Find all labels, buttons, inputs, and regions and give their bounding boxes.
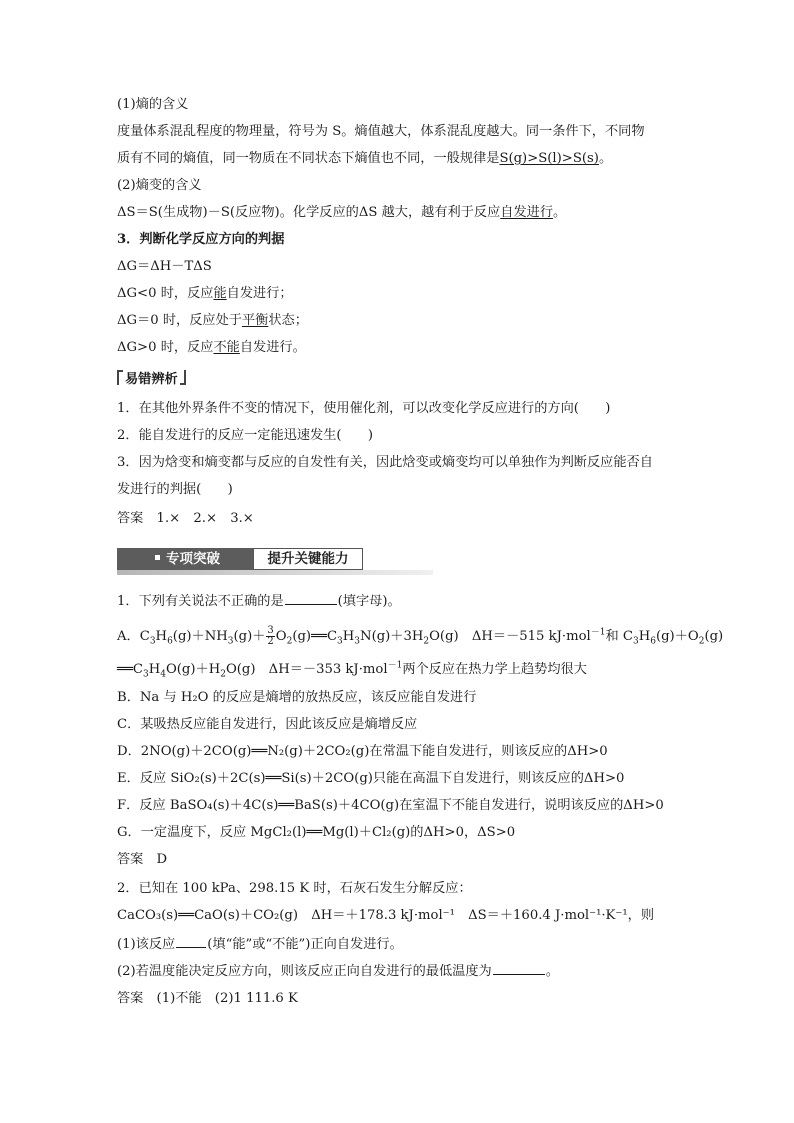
problem2-q2-text: (2)若温度能决定反应方向，则该反应正向自发进行的最低温度为 (117, 964, 492, 979)
gibbs-zero-answer: 平衡 (241, 313, 269, 328)
problem1-answer-blank (285, 591, 337, 605)
option-a-dh2: ΔH＝－353 kJ·mol (268, 662, 388, 677)
entropy-change-title: (2)熵变的含义 (117, 178, 202, 193)
banner-left-text: 专项突破 (166, 551, 220, 567)
bracket-right-icon (180, 370, 186, 385)
fraction-three-halves: $\frac{3}{2}$ (267, 625, 274, 647)
entropy-change-end: 。 (553, 205, 567, 220)
problem1-option-g: G．一定温度下，反应 MgCl₂(l)══Mg(l)＋Cl₂(g)的ΔH>0，ΔS>0 (117, 825, 516, 840)
problem1-option-f (117, 797, 664, 815)
problem2-equation: CaCO₃(s)══CaO(s)＋CO₂(g) ΔH＝＋178.3 kJ·mol⁻¹ ΔS＝＋160.4 J·mol⁻¹·K⁻¹，则 (117, 908, 655, 923)
section-banner (117, 548, 433, 575)
problem2-stem: 2．已知在 100 kPa、298.15 K 时，石灰石发生分解反应： (117, 881, 472, 896)
problem1-option-a-line1: A．$C_3H_6(g)+NH_3(g)+$ $\frac{3}{2}$ $O_2(g)══C_3H_3N(g)+3H_2O(g)$ ΔH＝－515 kJ·mol$^{-1}$和 $C_3H_6(g)+O_2(g)$ (117, 625, 724, 647)
entropy-definition-line1: 度量体系混乱程度的物理量，符号为 S。熵值越大，体系混乱度越大。同一条件下，不同物 (117, 124, 645, 139)
problem2-q2-end: 。 (545, 964, 559, 979)
gibbs-negative-text: ΔG<0 时，反应 (117, 286, 214, 301)
option-d-tail: ΔH>0 (567, 744, 608, 759)
problem1-option-b: B．Na 与 H₂O 的反应是熵增的放热反应，该反应能自发进行 (117, 690, 477, 705)
error-question-2: 2．能自发进行的反应一定能迅速发生( ) (117, 428, 374, 443)
banner-underline (117, 570, 433, 575)
problem1-stem-end: (填字母)。 (337, 594, 401, 609)
entropy-change-answer: 自发进行 (500, 205, 554, 220)
banner-dark-label (117, 548, 253, 570)
option-a-prefix: A．C (117, 629, 150, 644)
gibbs-positive-end: 自发进行。 (239, 340, 306, 355)
gibbs-zero (117, 312, 308, 330)
option-f-text: F．反应 BaSO₄(s)＋4C(s)══BaS(s)＋4CO(g)在室温下不能自发进行，说明该反应的 (117, 798, 624, 813)
errors-title: 易错辨析 (125, 372, 178, 387)
problem1-stem-text: 1．下列有关说法不正确的是 (117, 594, 284, 609)
problem2-q1-text: (1)该反应 (117, 937, 176, 952)
entropy-def-text: 质有不同的熵值，同一物质在不同状态下熵值也不同，一般规律是 (117, 151, 500, 166)
gibbs-zero-text: ΔG＝0 时，反应处于 (117, 313, 242, 328)
problem1-option-a-line2: $══C_3H_4O(g)+H_2O(g)$ ΔH＝－353 kJ·mol$^{-1}$两个反应在热力学上趋势均很大 (117, 660, 587, 680)
criterion-title: 3．判断化学反应方向的判据 (117, 232, 285, 247)
problem2-question-1 (117, 934, 403, 954)
problem1-stem (117, 591, 401, 611)
gibbs-negative-end: 自发进行； (226, 286, 293, 301)
problem2-q1-end: (填“能”或“不能”)正向自发进行。 (207, 937, 403, 952)
option-a-dh1: ΔH＝－515 kJ·mol (471, 629, 591, 644)
error-question-3-line2: 发进行的判据( ) (117, 482, 233, 497)
entropy-title: (1)熵的含义 (117, 97, 189, 112)
option-e-tail: ΔH>0 (583, 771, 625, 786)
error-question-3-line1: 3．因为焓变和熵变都与反应的自发性有关，因此焓变或熵变均可以单独作为判断反应能否自 (117, 455, 653, 470)
option-d-text: D．2NO(g)＋2CO(g)══N₂(g)＋2CO₂(g)在常温下能自发进行，则该反应的 (117, 744, 568, 759)
entropy-change-definition (117, 204, 566, 222)
option-a-and: 和 C (605, 629, 633, 644)
problem1-option-e (117, 770, 624, 788)
gibbs-positive-text: ΔG>0 时，反应 (117, 340, 214, 355)
gibbs-zero-end: 状态； (268, 313, 308, 328)
problem1-answer: 答案 D (117, 852, 168, 867)
option-e-text: E．反应 SiO₂(s)＋2C(s)══Si(s)＋2CO(g)只能在高温下自发进行，则该反应的 (117, 771, 584, 786)
entropy-definition-line2 (117, 150, 612, 168)
entropy-rule: S(g)>S(l)>S(s) (499, 151, 599, 166)
gibbs-positive-answer: 不能 (213, 340, 240, 355)
square-bullet-icon (155, 555, 160, 560)
option-a-tail: 两个反应在热力学上趋势均很大 (402, 662, 587, 677)
gibbs-negative-answer: 能 (213, 286, 227, 301)
banner-box-label: 提升关键能力 (253, 548, 363, 570)
problem1-option-d (117, 743, 608, 761)
problem2-q2-blank (493, 961, 545, 975)
option-a-oxygen: O (275, 629, 287, 644)
problem2-question-2 (117, 961, 559, 981)
bracket-left-icon (117, 370, 123, 385)
gibbs-equation: ΔG＝ΔH－TΔS (117, 259, 212, 274)
entropy-change-text: ΔS＝S(生成物)－S(反应物)。化学反应的ΔS 越大，越有利于反应 (117, 205, 501, 220)
problem2-q1-blank (176, 934, 206, 948)
errors-answer: 答案 1.× 2.× 3.× (117, 511, 254, 526)
problem2-answer: 答案 (1)不能 (2)1 111.6 K (117, 991, 298, 1006)
errors-heading (117, 370, 186, 389)
entropy-def-end: 。 (598, 151, 613, 166)
problem1-option-c: C．某吸热反应能自发进行，因此该反应是熵增反应 (117, 717, 418, 732)
error-question-1: 1．在其他外界条件不变的情况下，使用催化剂，可以改变化学反应进行的方向( ) (117, 401, 611, 416)
option-f-tail: ΔH>0 (623, 798, 664, 813)
gibbs-positive (117, 339, 306, 357)
gibbs-negative (117, 285, 293, 303)
